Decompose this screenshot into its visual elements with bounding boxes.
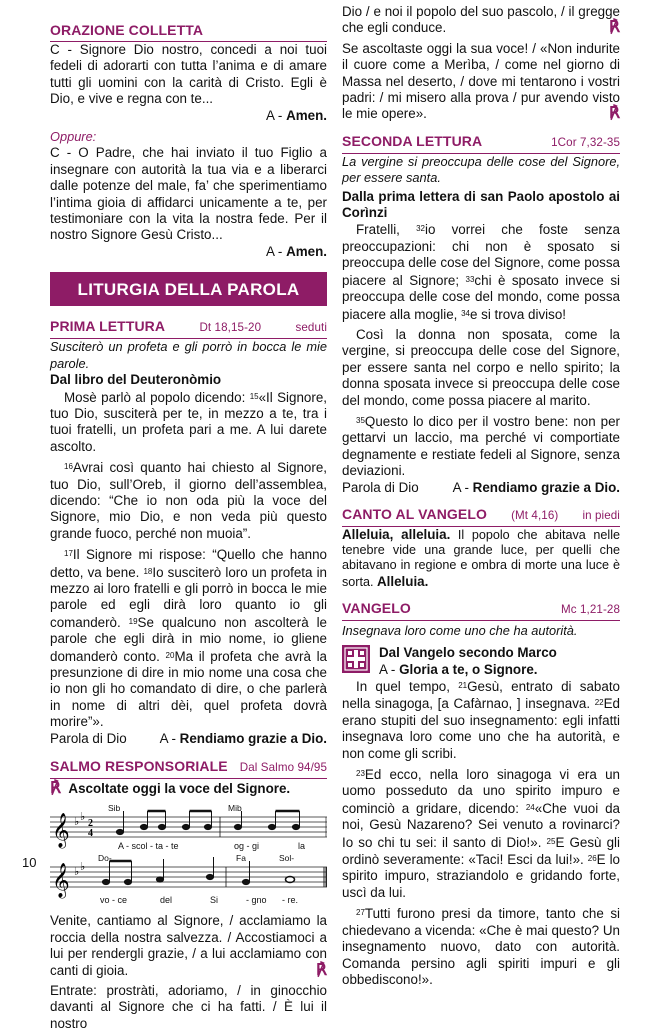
- chord-label: Sib: [108, 803, 121, 814]
- salmo-verse: Venite, cantiamo al Signore, / acclamiamo la roccia della nostra salvezza. / Accostiamoci a lui per rendergli grazie, / a lui acclamiamo con canti di gioia. ℟: [50, 913, 327, 979]
- divider: [50, 778, 327, 779]
- chord-label: Do-: [98, 853, 112, 864]
- salmo-verse: Se ascoltaste oggi la sua voce! / «Non indurite il cuore come a Merìba, / come nel giorno di Massa nel deserto, / dove mi tentarono i vostri padri: / mi misero alla prova / pur avendo visto le mie opere». ℟: [342, 40, 620, 123]
- closing-right: A - Rendiamo grazie a Dio.: [452, 479, 620, 495]
- vangelo-summary: Insegnava loro come uno che ha autorità.: [342, 622, 578, 638]
- lyric: - gno: [246, 895, 267, 906]
- salmo-verse: Dio / e noi il popolo del suo pascolo, / il gregge che egli conduce. ℟: [342, 4, 620, 37]
- lyric: Si: [210, 895, 219, 906]
- canto-note: in piedi: [582, 508, 620, 522]
- seconda-paragraph: $^{35}$Questo lo dico per il vostro bene: non per gettarvi un laccio, ma perché vi comportiate degnamente e restiate fedeli al Signore, senza deviazioni.: [342, 413, 620, 479]
- vangelo-title: VANGELO: [342, 599, 411, 616]
- canto-title: CANTO AL VANGELO: [342, 505, 487, 522]
- colletta-alt-response: [50, 244, 327, 260]
- response-symbol: ℟: [609, 105, 620, 123]
- seconda-ref: 1Cor 7,32-35: [551, 135, 620, 149]
- flat-sign: ♭: [74, 815, 80, 829]
- seconda-paragraph: Così la donna non sposata, come la vergine, si preoccupa delle cose del Signore, per essere santa nel corpo e nello spirito; la donna sposata invece si preoccupa delle cose del mondo, come possa piacere al marito.: [342, 326, 620, 408]
- colletta-title: ORAZIONE COLLETTA: [50, 22, 204, 38]
- lyric: la: [298, 841, 306, 852]
- vangelo-header: [342, 600, 620, 618]
- canto-header: [342, 506, 620, 524]
- response-symbol: ℟: [609, 19, 620, 37]
- treble-clef: 𝄞: [52, 813, 70, 849]
- vangelo-source: Dal Vangelo secondo Marco: [379, 645, 557, 661]
- vangelo-response: A - Gloria a te, o Signore.: [379, 661, 538, 677]
- time-signature: 4: [88, 828, 93, 840]
- flat-sign: ♭: [80, 810, 86, 824]
- seconda-summary: La vergine si preoccupa delle cose del Signore, per essere santa.: [342, 153, 620, 186]
- response-lead: A -: [265, 243, 287, 259]
- salmo-header: [50, 758, 327, 776]
- response-bold: Amen.: [286, 243, 327, 259]
- salmo-title: SALMO RESPONSORIALE: [50, 758, 228, 775]
- vangelo-source-block: [342, 645, 620, 678]
- vangelo-ref: Mc 1,21-28: [561, 602, 620, 616]
- lyric: og - gi: [234, 841, 260, 852]
- salmo-ref: Dal Salmo 94/95: [239, 761, 327, 775]
- closing-left: Parola di Dio: [50, 730, 127, 746]
- prima-title: PRIMA LETTURA: [50, 318, 166, 335]
- seconda-header: [342, 133, 620, 151]
- divider: [342, 620, 620, 621]
- flat-sign: ♭: [74, 865, 80, 879]
- page-number: 10: [22, 855, 37, 870]
- vangelo-paragraph: $^{27}$Tutti furono presi da timore, tanto che si chiedevano a vicenda: «Che è mai questo? Un insegnamento nuovo, dato con autorità. Comanda persino agli spiriti impuri e gli obbediscono!».: [342, 906, 620, 987]
- colletta-alt-text: C - O Padre, che hai inviato il tuo Figlio a insegnare con autorità la tua via e a liberarci dalle potenze del male, fa’ che sperimentiamo l’intima gioia di affidarci unicamente a te, per testimoniare con la vita la nostra fede. Per il nostro Signore Gesù Cristo...: [50, 145, 327, 243]
- seconda-closing: [342, 480, 620, 496]
- time-signature: 2: [88, 818, 93, 830]
- prima-paragraph: Mosè parlò al popolo dicendo: $^{15}$«Il Signore, tuo Dio, susciterà per te, in mezzo a te, tra i tuoi fratelli, un profeta pari a me. A lui darete ascolto.: [50, 389, 327, 454]
- left-column: [50, 22, 327, 1032]
- music-notation: [50, 803, 327, 909]
- oppure-label: Oppure:: [50, 129, 97, 145]
- response-symbol: ℟: [316, 961, 327, 979]
- section-banner: LITURGIA DELLA PAROLA: [50, 272, 327, 306]
- closing-left: Parola di Dio: [342, 479, 419, 495]
- lyric: del: [160, 895, 173, 906]
- closing-right: A - Rendiamo grazie a Dio.: [159, 730, 327, 746]
- prima-ref: Dt 18,15-20: [199, 321, 262, 335]
- response-bold: Amen.: [286, 107, 327, 123]
- seconda-title: SECONDA LETTURA: [342, 132, 483, 149]
- salmo-verse: Entrate: prostràti, adoriamo, / in ginocchio davanti al Signore che ci ha fatti. / È lui il nostro: [50, 983, 327, 1031]
- prima-note: seduti: [295, 321, 327, 335]
- chord-label: Fa: [236, 853, 246, 864]
- prima-closing: [50, 731, 327, 747]
- prima-paragraph: $^{17}$Il Signore mi rispose: “Quello che hanno detto, va bene. $^{18}$Io susciterò loro un profeta in mezzo ai loro fratelli e gli porrò in bocca le mie parole ed egli dirà loro quanto io gli comanderò. $^{19}$Se qualcuno non ascolterà le parole che egli dirà in mio nome, io gliene domanderò conto. $^{20}$Ma il profeta che avrà la presunzione di dire in mio nome una cosa che io non gli ho comandato di dire, o che parlerà in nome di altri dèi, quel profeta dovrà morire”».: [50, 547, 328, 730]
- prima-summary: Susciterò un profeta e gli porrò in bocca le mie parole.: [50, 339, 327, 371]
- prima-header: [50, 318, 327, 336]
- chord-label: Sol-: [279, 853, 295, 864]
- response-symbol: ℟: [50, 780, 61, 798]
- seconda-paragraph: Fratelli, $^{32}$io vorrei che foste senza preoccupazioni: chi non è sposato si preoccupa delle cose del Signore, come possa piacere al Signore; $^{33}$chi è sposato invece si preoccupa delle cose del mondo, come possa piacere alla moglie, $^{34}$e si trova diviso!: [342, 222, 621, 322]
- prima-paragraph: $^{16}$Avrai così quanto hai chiesto al Signore, tuo Dio, sull’Oreb, il giorno dell’assemblea, dicendo: “Che io non oda più la voce del Signore, mio Dio, e non veda più questo grande fuoco, perché non muoia”.: [50, 460, 327, 541]
- seconda-source: Dalla prima lettera di san Paolo apostolo ai Corìnzi: [342, 188, 620, 221]
- flat-sign: ♭: [80, 860, 86, 874]
- colletta-response: [50, 108, 327, 124]
- chord-label: Mib: [228, 803, 242, 814]
- canto-text: Alleluia, alleluia. Il popolo che abitava nelle tenebre vide una grande luce, per quelli che abitavano in regione e ombra di morte una luce è sorta. Alleluia.: [342, 526, 620, 589]
- lyric: vo - ce: [100, 895, 128, 906]
- canto-ref: (Mt 4,16): [511, 508, 559, 522]
- prima-source: Dal libro del Deuteronòmio: [50, 372, 222, 388]
- treble-clef: 𝄞: [52, 863, 70, 899]
- lyric: A - scol - ta - te: [118, 841, 179, 852]
- salmo-refrain: ℟ Ascoltate oggi la voce del Signore.: [50, 780, 291, 798]
- vangelo-paragraph: $^{23}$Ed ecco, nella loro sinagoga vi era un uomo posseduto da uno spirito impuro e cominciò a gridare, dicendo: $^{24}$«Che vuoi da noi, Gesù Nazareno? Sei venuto a rovinarci? Io so chi tu sei: il santo di Dio!». $^{25}$E Gesù gli ordinò severamente: «Taci! Esci da lui!». $^{26}$E lo spirito impuro, straziandolo e gridando forte, uscì da lui.: [342, 767, 620, 900]
- response-lead: A -: [265, 107, 287, 123]
- gospel-book-icon: [342, 645, 370, 673]
- right-column: [342, 4, 620, 988]
- lyric: - re.: [282, 895, 299, 906]
- colletta-text: C - Signore Dio nostro, concedi a noi tuoi fedeli di adorarti con tutta l’anima e di amare tutti gli uomini con la carità di Cristo. Egli è Dio, e vive e regna con te...: [50, 42, 327, 107]
- vangelo-paragraph: In quel tempo, $^{21}$Gesù, entrato di sabato nella sinagoga, [a Cafàrnao, ] insegnava. $^{22}$Ed erano stupiti del suo insegnamento: egli infatti insegnava loro come uno che ha autorità, e non come gli scribi.: [342, 679, 620, 761]
